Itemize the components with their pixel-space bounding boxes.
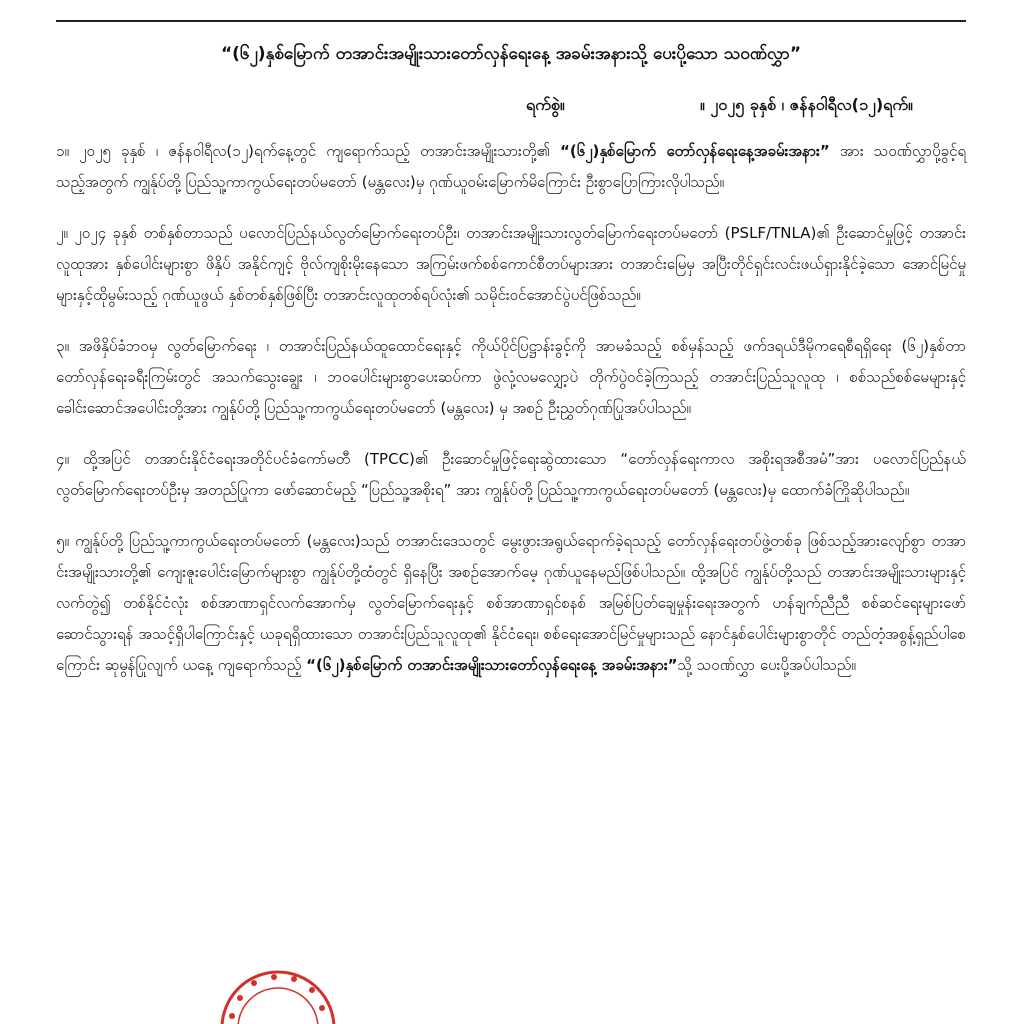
official-seal-stamp [218,968,338,1024]
paragraph-5-text: ၅။ ကျွန်ုပ်တို့ ပြည်သူ့ကာကွယ်ရေးတပ်မတော် (မန္တလေး)သည် တအာင်းဒေသတွင် မွေးဖွားအရွယ်ရောက်ခဲ့ရသည့် တော်လှန်ရေးတပ်ဖွဲ့တစ်ခု ဖြစ်သည့်အားလျော်စွာ တအာင်းအမျိုးသားတို့၏ ကျေးဇူးပေါင်းမြောက်များစွာ ကျွန်ုပ်တို့ထံတွင် ရှိနေပြီး အစဉ်အောက်မေ့ ဂုဏ်ယူနေမည်ဖြစ်ပါသည်။ ထို့အပြင် ကျွန်ုပ်တို့သည် တအာင်းအမျိုးသားများနှင့် လက်တွဲ၍ တစ်နိုင်ငံလုံး စစ်အာဏာရှင်လက်အောက်မှ လွတ်မြောက်ရေးနှင့် စစ်အာဏာရှင်စနစ် အမြစ်ပြတ်ချေမှုန်းရေးအတွက် ဟန်ချက်ညီညီ စစ်ဆင်ရေးများဖော်ဆောင်သွားရန် အသင့်ရှိပါကြောင်းနှင့် ယခုရရှိထားသော တအာင်းပြည်သူလူထု၏ နိုင်ငံရေး၊ စစ်ရေးအောင်မြင်မှုများသည် နောင်နှစ်ပေါင်းများစွာတိုင် တည်တံ့အစွန့်ရှည်ပါစေကြောင်း ဆုမွန်ပြုလျက် ယနေ့ ကျရောက်သည့် [56,532,966,674]
date-label: ရက်စွဲ။ [526,95,565,114]
paragraph-1-event-name: “(၆၂)နှစ်မြောက် တော်လှန်ရေးနေ့အခမ်းအနား” [559,142,830,160]
document-title: “(၆၂)နှစ်မြောက် တအာင်းအမျိုးသားတော်လှန်ရေးနေ့ အခမ်းအနားသို့ ပေးပို့သော သဝဏ်လွှာ” [220,44,802,64]
paragraph-1 [56,136,966,198]
letter-date: ။ ၂၀၂၅ ခုနှစ် ၊ ဇန်နဝါရီလ(၁၂)ရက်။ [700,95,913,114]
seal-inner-ring [238,988,318,1024]
letter-meta [0,92,1024,118]
paragraph-1-text: ၁။ ၂၀၂၅ ခုနှစ် ၊ ဇန်နဝါရီလ(၁၂)ရက်နေ့တွင် ကျရောက်သည့် တအာင်းအမျိုးသားတို့၏ [56,142,560,160]
paragraph-2: ၂။ ၂၀၂၄ ခုနှစ် တစ်နှစ်တာသည် ပလောင်ပြည်နယ်လွတ်မြောက်ရေးတပ်ဦး၊ တအာင်းအမျိုးသားလွတ်မြောက်ရေးတပ်မတော် (PSLF/TNLA)၏ ဦးဆောင်မှုဖြင့် တအာင်းလူထုအား နှစ်ပေါင်းများစွာ ဖိနှိပ် အနိုင်ကျင့် ဗိုလ်ကျစိုးမိုးနေသော အကြမ်းဖက်စစ်ကောင်စီတပ်များအား တအာင်းမြေမှ အပြီးတိုင်ရှင်းလင်းဖယ်ရှားနိုင်ခဲ့သော အောင်မြင်မှုများနှင့်ထိုမွမ်းသည့် ဂုဏ်ယူဖွယ် နှစ်တစ်နှစ်ဖြစ်ပြီး တအာင်းလူထုတစ်ရပ်လုံး၏ သမိုင်းဝင်အောင်ပွဲပင်ဖြစ်သည်။ [56,224,966,304]
paragraph-5-event-name: “(၆၂)နှစ်မြောက် တအာင်းအမျိုးသားတော်လှန်ရေးနေ့ အခမ်းအနား” [306,656,678,674]
paragraph-1-text-end: အား သဝဏ်လွှာပို့ခွင့်ရသည့်အတွက် ကျွန်ုပ်တို့ ပြည်သူ့ကာကွယ်ရေးတပ်မတော် (မန္တလေး)မှ ဂုဏ်ယူဝမ်းမြောက်မိကြောင်း ဦးစွာပြောကြားလိုပါသည်။ [56,142,966,191]
paragraph-5 [56,526,966,681]
paragraph-3: ၃။ အဖိနှိပ်ခံဘဝမှ လွတ်မြောက်ရေး ၊ တအာင်းပြည်နယ်ထူထောင်ရေးနှင့် ကိုယ်ပိုင်ပြဋ္ဌာန်းခွင့်ကို အာမခံသည့် စစ်မှန်သည့် ဖက်ဒရယ်ဒီမိုကရေစီရရှိရေး (၆၂)နှစ်တာ တော်လှန်ရေးခရီးကြမ်းတွင် အသက်သွေးချွေး ၊ ဘဝပေါင်းများစွာပေးဆပ်ကာ ဖွဲလုံ့လမလျှော့ပဲ တိုက်ပွဲဝင်ခဲ့ကြသည့် တအာင်းပြည်သူလူထု ၊ စစ်သည်စစ်မေများနှင့် ခေါင်းဆောင်အပေါင်းတို့အား ကျွန်ုပ်တို့ ပြည်သူ့ကာကွယ်ရေးတပ်မတော် (မန္တလေး) မှ အစဉ် ဦးညွှတ်ဂုဏ်ပြုအပ်ပါသည်။ [56,337,966,417]
top-divider [56,20,966,22]
paragraph-5-text-end: သို့ သဝဏ်လွှာ ပေးပို့အပ်ပါသည်။ [677,656,856,674]
letter-body [56,136,966,701]
paragraph-4: ၄။ ထို့အပြင် တအာင်းနိုင်ငံရေးအတိုင်ပင်ခံကော်မတီ (TPCC)၏ ဦးဆောင်မှုဖြင့်ရေးဆွဲထားသော “တော်လှန်ရေးကာလ အစိုးရအစီအမံ”အား ပလောင်ပြည်နယ်လွတ်မြောက်ရေးတပ်ဦးမှ အတည်ပြုကာ ဖော်ဆောင်မည့် “ပြည်သူ့အစိုးရ” အား ကျွန်ုပ်တို့ ပြည်သူ့ကာကွယ်ရေးတပ်မတော် (မန္တလေး)မှ ထောက်ခံကြိုဆိုပါသည်။ [56,450,966,499]
